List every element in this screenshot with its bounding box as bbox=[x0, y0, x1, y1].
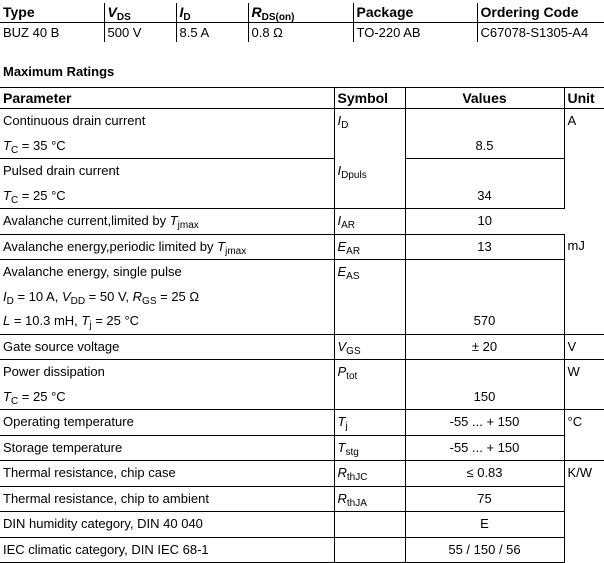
table-row bbox=[0, 109, 604, 134]
value-cell: 10 bbox=[405, 209, 564, 235]
table-row bbox=[0, 184, 604, 209]
values-header: Values bbox=[405, 88, 564, 109]
type-value: BUZ 40 B bbox=[3, 25, 60, 40]
parameter-cell: IEC climatic category, DIN IEC 68-1 bbox=[0, 537, 334, 563]
parameter-cell: Avalanche energy,periodic limited by $T_{jmax}$ bbox=[0, 234, 334, 260]
symbol-cell: $P_{tot}$ bbox=[334, 360, 405, 410]
type-table-row bbox=[0, 23, 604, 43]
value-cell: 570 bbox=[405, 309, 564, 334]
table-row bbox=[0, 334, 604, 360]
symbol-cell bbox=[334, 512, 405, 538]
table-row bbox=[0, 461, 604, 487]
condition-cell: $T_C = 25$ °C bbox=[0, 184, 334, 209]
parameter-cell: Avalanche current,limited by $T_{jmax}$ bbox=[0, 209, 334, 235]
ratings-header-row bbox=[0, 88, 604, 109]
condition-cell: L = 10.3 mH, $T_j = 25$ °C bbox=[0, 309, 334, 334]
type-header: Type bbox=[0, 3, 104, 23]
parameter-cell: Gate source voltage bbox=[0, 334, 334, 360]
parameter-cell: Avalanche energy, single pulse bbox=[3, 264, 182, 279]
ordering-code-value: C67078-S1305-A4 bbox=[477, 23, 604, 43]
id-header: $I_D$ bbox=[176, 3, 248, 23]
parameter-cell: Thermal resistance, chip to ambient bbox=[0, 486, 334, 512]
condition-cell: $T_C = 25$ °C bbox=[0, 385, 334, 410]
table-row bbox=[0, 410, 604, 436]
symbol-cell: $R_{thJA}$ bbox=[334, 486, 405, 512]
symbol-cell: $T_{stg}$ bbox=[334, 435, 405, 461]
symbol-cell: $E_{AR}$ bbox=[334, 234, 405, 260]
table-row bbox=[0, 134, 604, 159]
symbol-cell: $I_{Dpuls}$ bbox=[334, 159, 405, 209]
package-value: TO-220 AB bbox=[353, 23, 477, 43]
ordering-code-header: Ordering Code bbox=[477, 3, 604, 23]
table-row bbox=[0, 234, 604, 260]
table-row bbox=[0, 360, 604, 385]
unit-cell: mJ bbox=[564, 234, 604, 334]
table-row bbox=[0, 285, 604, 310]
condition-cell: $I_D = 10$ A, $V_{DD} = 50$ V, $R_{GS} = 25$ Ω bbox=[3, 288, 200, 307]
value-cell-spacer bbox=[405, 360, 564, 385]
value-cell-spacer bbox=[405, 260, 564, 285]
ratings-table bbox=[0, 87, 604, 563]
value-cell: 55 / 150 / 56 bbox=[405, 537, 564, 563]
value-cell-spacer bbox=[405, 285, 564, 310]
rds-header: $R_{DS(on)}$ bbox=[248, 3, 353, 23]
parameter-cell: DIN humidity category, DIN 40 040 bbox=[0, 512, 334, 538]
parameter-cell: Storage temperature bbox=[0, 435, 334, 461]
condition-cell: $T_C = 35$ °C bbox=[0, 134, 334, 159]
package-header: Package bbox=[353, 3, 477, 23]
table-row bbox=[0, 260, 604, 285]
symbol-cell: $E_{AS}$ bbox=[334, 260, 405, 335]
symbol-cell: $I_D$ bbox=[334, 109, 405, 159]
value-cell: ± 20 bbox=[405, 334, 564, 360]
parameter-cell: Power dissipation bbox=[3, 364, 105, 379]
table-row bbox=[0, 385, 604, 410]
table-row bbox=[0, 309, 604, 334]
value-cell: -55 ... + 150 bbox=[405, 435, 564, 461]
table-row bbox=[0, 209, 604, 235]
value-cell: 8.5 bbox=[405, 134, 564, 159]
symbol-cell: $I_{AR}$ bbox=[334, 209, 405, 235]
parameter-cell: Pulsed drain current bbox=[3, 163, 120, 178]
value-cell-spacer bbox=[405, 159, 564, 184]
table-row bbox=[0, 435, 604, 461]
symbol-cell bbox=[334, 537, 405, 563]
vds-header: $V_{DS}$ bbox=[104, 3, 176, 23]
id-value: 8.5 A bbox=[176, 23, 248, 43]
type-table-header-row bbox=[0, 3, 604, 23]
rds-value: 0.8 Ω bbox=[248, 23, 353, 43]
table-row bbox=[0, 512, 604, 538]
parameter-cell: Thermal resistance, chip case bbox=[0, 461, 334, 487]
value-cell: 75 bbox=[405, 486, 564, 512]
unit-cell: K/W bbox=[564, 461, 604, 563]
value-cell-spacer bbox=[405, 109, 564, 134]
parameter-cell: Continuous drain current bbox=[3, 113, 146, 128]
parameter-header: Parameter bbox=[0, 88, 334, 109]
symbol-cell: $T_j$ bbox=[334, 410, 405, 436]
type-table bbox=[0, 3, 604, 42]
unit-header: Unit bbox=[564, 88, 604, 109]
value-cell: 150 bbox=[405, 385, 564, 410]
section-title: Maximum Ratings bbox=[3, 64, 115, 79]
unit-cell: A bbox=[564, 109, 604, 209]
value-cell: 13 bbox=[405, 234, 564, 260]
symbol-cell: $R_{thJC}$ bbox=[334, 461, 405, 487]
table-row bbox=[0, 486, 604, 512]
unit-cell: W bbox=[564, 360, 604, 410]
parameter-cell: Operating temperature bbox=[0, 410, 334, 436]
value-cell: -55 ... + 150 bbox=[405, 410, 564, 436]
symbol-header: Symbol bbox=[334, 88, 405, 109]
unit-cell: °C bbox=[564, 410, 604, 461]
table-row bbox=[0, 159, 604, 184]
table-row bbox=[0, 537, 604, 563]
vds-value: 500 V bbox=[104, 23, 176, 43]
value-cell: E bbox=[405, 512, 564, 538]
value-cell: ≤ 0.83 bbox=[405, 461, 564, 487]
unit-cell: V bbox=[564, 334, 604, 360]
symbol-cell: $V_{GS}$ bbox=[334, 334, 405, 360]
value-cell: 34 bbox=[405, 184, 564, 209]
